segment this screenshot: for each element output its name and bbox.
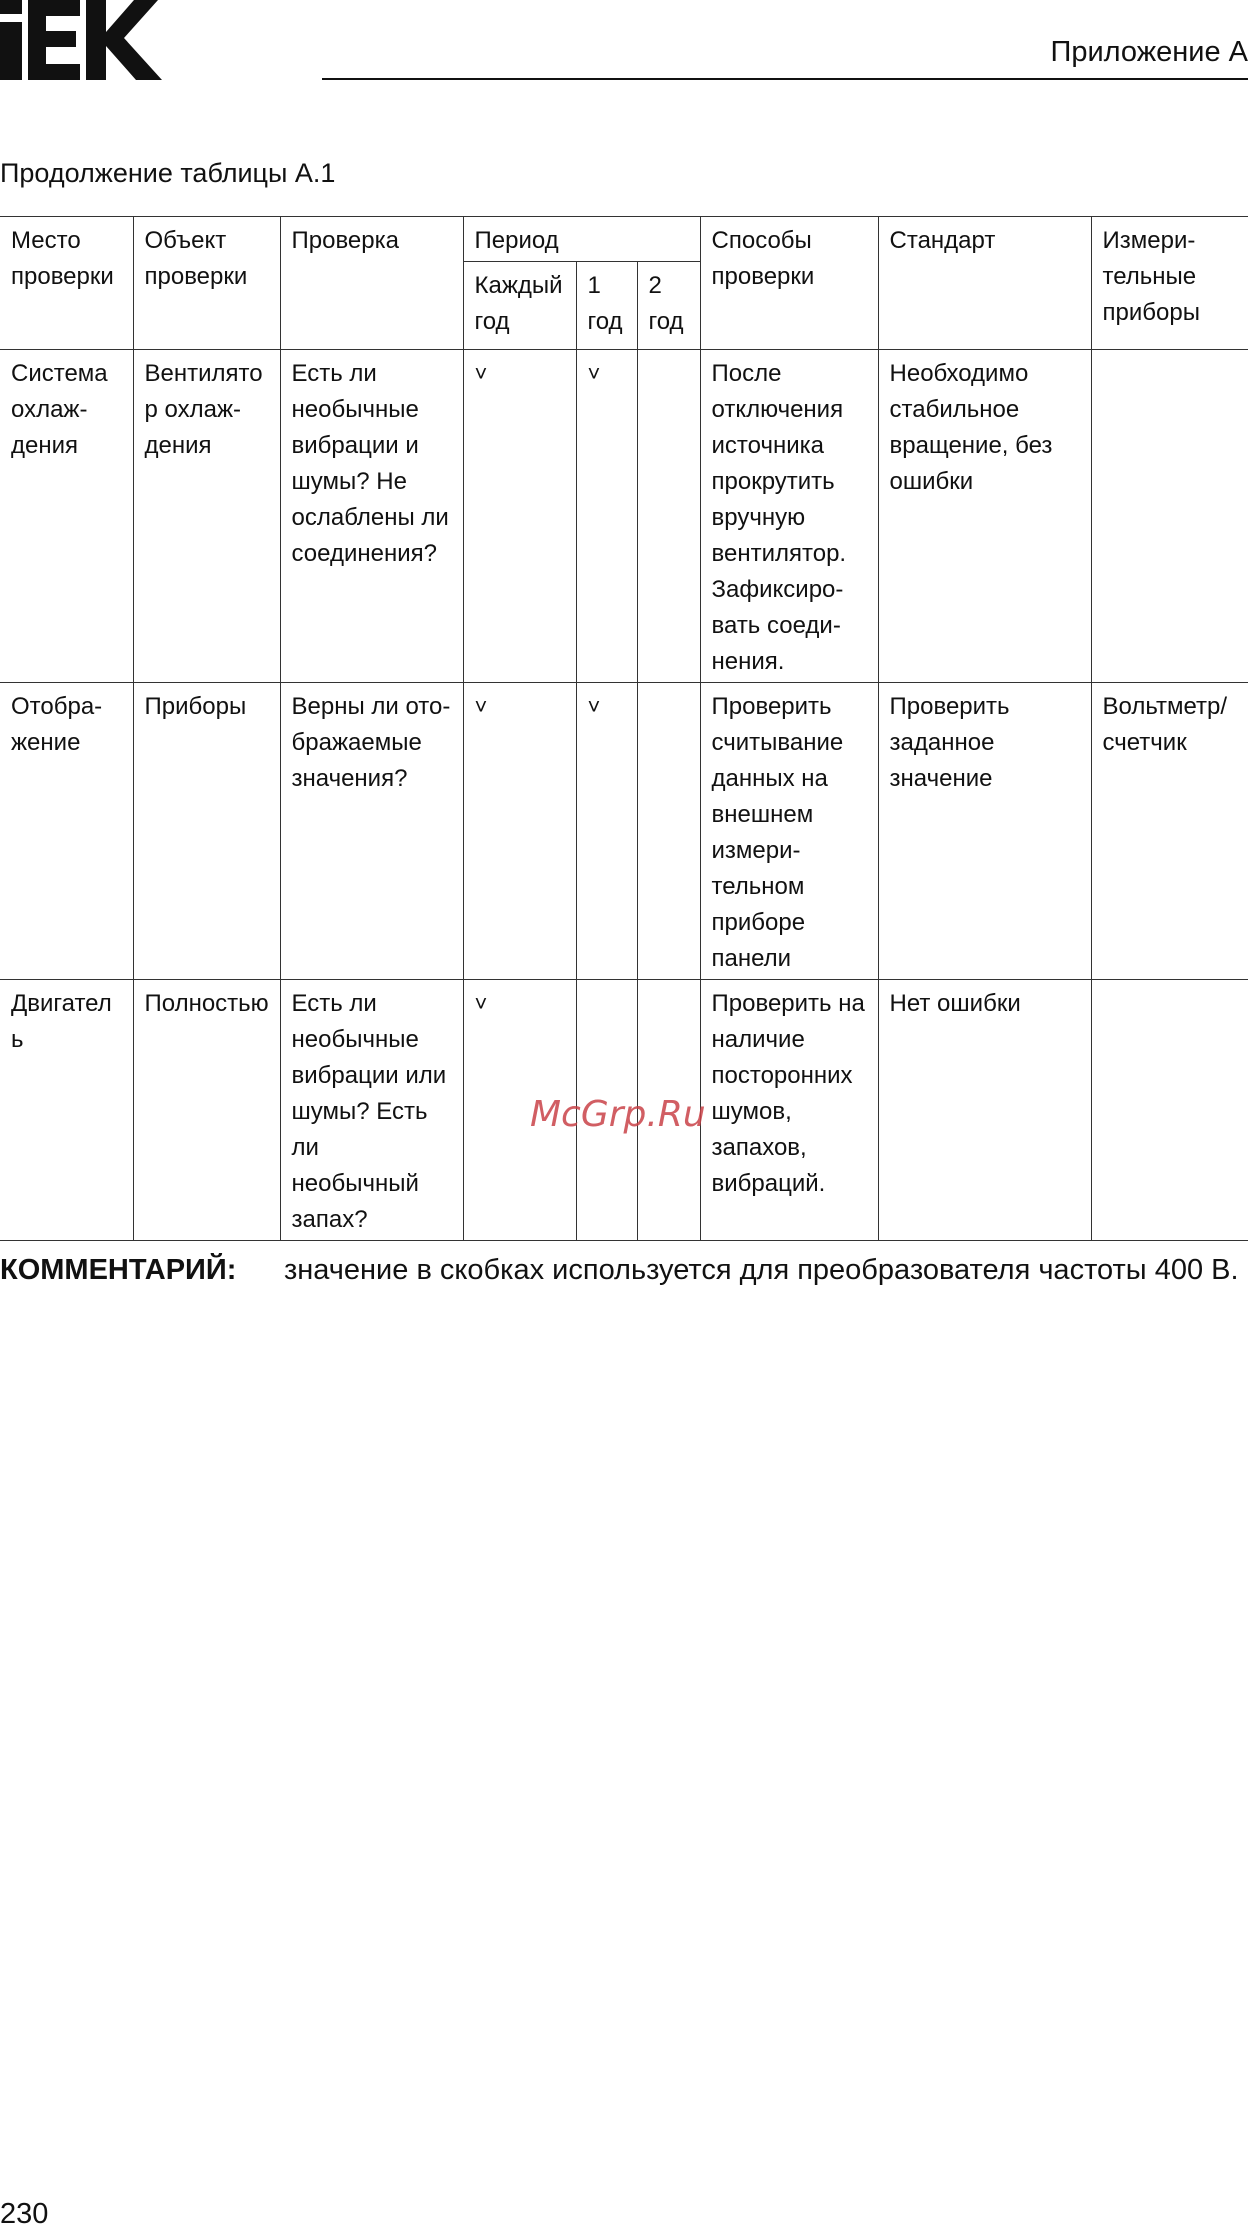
cell-check: Есть ли необычные вибрации и шумы? Не ослаблены ли соединения? (280, 350, 463, 683)
header-place: Место проверки (0, 217, 133, 350)
iek-logo (0, 0, 162, 80)
cell-place: Двигатель (0, 980, 133, 1241)
header-instruments: Измери-тельные приборы (1091, 217, 1248, 350)
cell-standard: Нет ошибки (878, 980, 1091, 1241)
cell-instrument: Вольтметр/ счетчик (1091, 683, 1248, 980)
cell-object: Вентилятор охлаж-дения (133, 350, 280, 683)
cell-check: Верны ли ото-бражаемые значения? (280, 683, 463, 980)
header-period: Период (463, 217, 700, 262)
table-caption: Продолжение таблицы А.1 (0, 158, 336, 188)
comment-label: КОММЕНТАРИЙ: (0, 1254, 237, 1286)
header-standard: Стандарт (878, 217, 1091, 350)
watermark: McGrp.Ru (530, 1094, 706, 1135)
cell-instrument (1091, 350, 1248, 683)
cell-each-year-mark: ˅ (463, 980, 576, 1241)
cell-2-year-mark (637, 350, 700, 683)
cell-object: Полностью (133, 980, 280, 1241)
cell-method: Проверить на наличие посторонних шумов, запахов, вибраций. (700, 980, 878, 1241)
cell-place: Отобра-жение (0, 683, 133, 980)
table-row (0, 683, 1248, 980)
cell-object: Приборы (133, 683, 280, 980)
cell-method: Проверить считывание данных на внешнем измери-тельном приборе панели (700, 683, 878, 980)
page-number: 230 (0, 2198, 49, 2230)
cell-instrument (1091, 980, 1248, 1241)
section-title: Приложение А (1050, 36, 1248, 68)
cell-standard: Проверить заданное значение (878, 683, 1091, 980)
cell-method: После отключения источника прокрутить вручную вентилятор. Зафиксиро-вать соеди-нения. (700, 350, 878, 683)
table-row (0, 350, 1248, 683)
header-period-each-year: Каждый год (463, 262, 576, 350)
header-row (0, 217, 1248, 262)
cell-each-year-mark: ˅ (463, 350, 576, 683)
cell-each-year-mark: ˅ (463, 683, 576, 980)
header-period-2-year: 2 год (637, 262, 700, 350)
header-methods: Способы проверки (700, 217, 878, 350)
cell-1-year-mark: ˅ (576, 683, 637, 980)
cell-standard: Необходимо стабильное вращение, без ошибки (878, 350, 1091, 683)
cell-1-year-mark: ˅ (576, 350, 637, 683)
header-object: Объект проверки (133, 217, 280, 350)
cell-place: Система охлаж-дения (0, 350, 133, 683)
cell-2-year-mark (637, 683, 700, 980)
cell-check: Есть ли необычные вибрации или шумы? Есть ли необычный запах? (280, 980, 463, 1241)
inspection-table (0, 216, 1248, 1241)
header-divider (322, 78, 1248, 80)
header-check: Проверка (280, 217, 463, 350)
comment-text: значение в скобках используется для преобразователя частоты 400 В. (284, 1254, 1239, 1286)
header-period-1-year: 1 год (576, 262, 637, 350)
